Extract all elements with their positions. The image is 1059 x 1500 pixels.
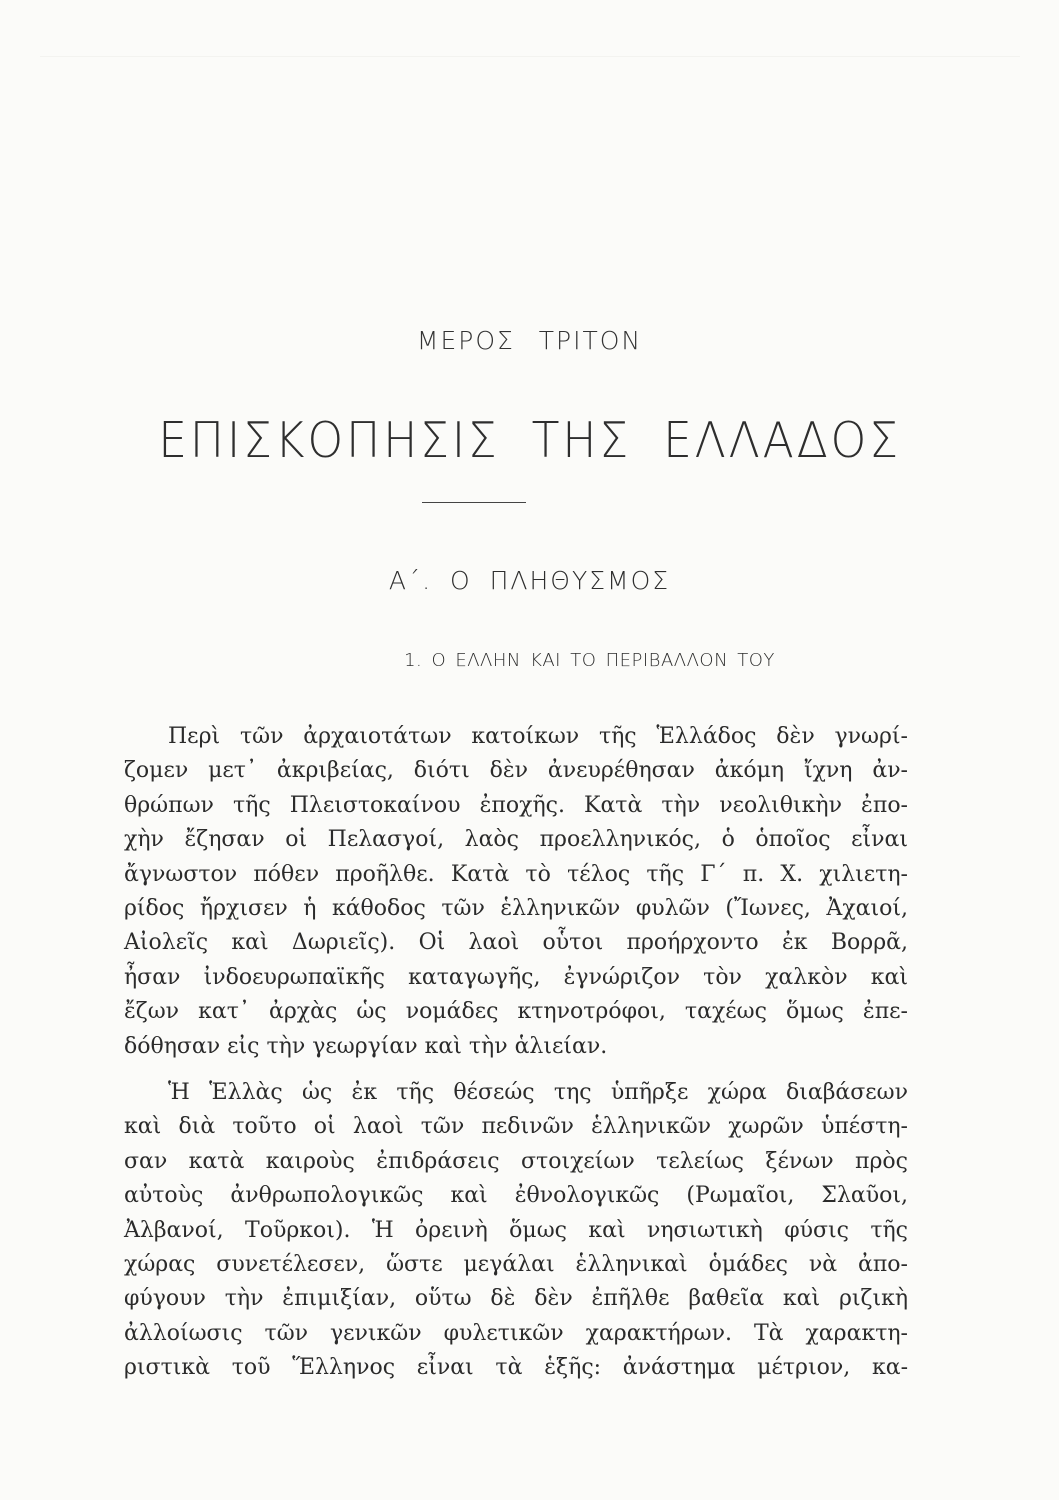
section-heading: Α΄. Ο ΠΛΗΘΥΣΜΟΣ [388,566,671,595]
text-line: χώρας συνετέλεσεν, ὥστε μεγάλαι ἑλληνικαὶ ὁμάδες νὰ ἀπο- [124,1251,908,1277]
text-line: ἔζων κατ᾽ ἀρχὰς ὡς νομάδες κτηνοτρόφοι, ταχέως ὅμως ἐπε- [124,999,908,1025]
bleed-through-header [40,36,1020,57]
text-line: Αἰολεῖς καὶ Δωριεῖς). Οἱ λαοὶ οὗτοι προήρχοντο ἐκ Βορρᾶ, [124,930,908,956]
text-line: Ἡ Ἑλλὰς ὡς ἐκ τῆς θέσεώς της ὑπῆρξε χώρα διαβάσεων [168,1080,908,1105]
part-label: ΜΕΡΟΣ ΤΡΙΤΟΝ [416,326,643,355]
text-line: χὴν ἔζησαν οἱ Πελασγοί, λαὸς προελληνικός, ὁ ὁποῖος εἶναι [124,827,908,853]
text-line: Περὶ τῶν ἀρχαιοτάτων κατοίκων τῆς Ἑλλάδος δὲν γνωρί- [168,724,908,749]
text-line: Ἀλβανοί, Τοῦρκοι). Ἡ ὀρεινὴ ὅμως καὶ νησιωτικὴ φύσις τῆς [124,1217,908,1243]
text-line: ρίδος ἤρχισεν ἡ κάθοδος τῶν ἑλληνικῶν φυλῶν (Ἴωνες, Ἀχαιοί, [124,895,908,921]
text-line: ἦσαν ἰνδοευρωπαϊκῆς καταγωγῆς, ἐγνώριζον τὸν χαλκὸν καὶ [124,964,908,990]
text-line: αὐτοὺς ἀνθρωπολογικῶς καὶ ἐθνολογικῶς (Ρωμαῖοι, Σλαῦοι, [124,1183,908,1209]
text-line: ἀλλοίωσις τῶν γενικῶν φυλετικῶν χαρακτήρων. Τὰ χαρακτη- [124,1320,908,1346]
text-line: ζομεν μετ᾽ ἀκριβείας, διότι δὲν ἀνευρέθησαν ἀκόμη ἴχνη ἀν- [124,758,908,784]
text-line: σαν κατὰ καιροὺς ἐπιδράσεις στοιχείων τελείως ξένων πρὸς [124,1148,908,1174]
text-line: φύγουν τὴν ἐπιμιξίαν, οὕτω δὲ δὲν ἐπῆλθε βαθεῖα καὶ ριζικὴ [124,1286,908,1312]
text-line: δόθησαν εἰς τὴν γεωργίαν καὶ τὴν ἁλιείαν. [124,1033,608,1059]
text-line: καὶ διὰ τοῦτο οἱ λαοὶ τῶν πεδινῶν ἑλληνικῶν χωρῶν ὑπέστη- [124,1114,908,1140]
paragraph-2 [124,1076,908,1386]
title-divider [422,502,526,503]
main-title: ΕΠΙΣΚΟΠΗΣΙΣ ΤΗΣ ΕΛΛΑΔΟΣ [158,412,901,469]
text-line: θρώπων τῆς Πλειστοκαίνου ἐποχῆς. Κατὰ τὴν νεολιθικὴν ἐπο- [124,792,908,818]
subsection-heading: 1. Ο ΕΛΛΗΝ ΚΑΙ ΤΟ ΠΕΡΙΒΑΛΛΟΝ ΤΟΥ [404,650,775,671]
text-line: ἄγνωστον πόθεν προῆλθε. Κατὰ τὸ τέλος τῆς Γ΄ π. Χ. χιλιετη- [124,861,908,887]
paragraph-1 [124,720,908,1064]
text-line: ριστικὰ τοῦ Ἕλληνος εἶναι τὰ ἑξῆς: ἀνάστημα μέτριον, κα- [124,1355,908,1381]
